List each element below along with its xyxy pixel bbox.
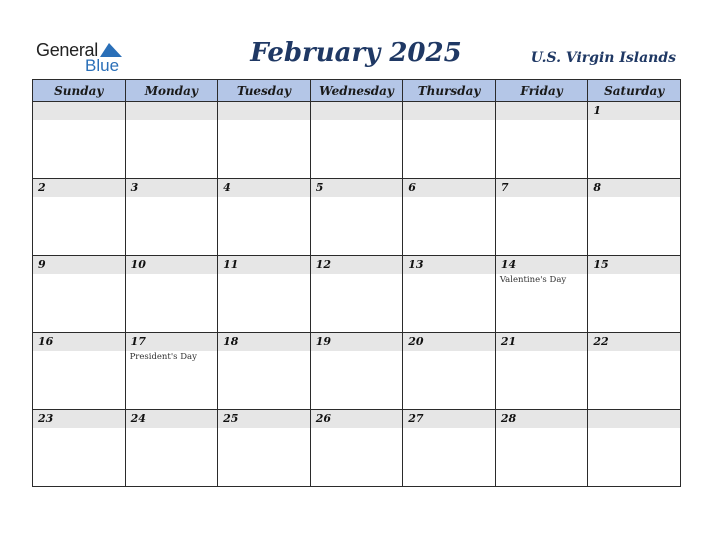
day-number-band <box>496 333 588 351</box>
day-number-band <box>588 179 680 197</box>
day-number-band <box>588 102 680 120</box>
weekday-header: Wednesday <box>310 80 403 102</box>
day-number-band <box>218 256 310 274</box>
day-number: 22 <box>593 335 609 348</box>
day-cell <box>588 102 681 179</box>
day-number-band <box>126 102 218 120</box>
day-number-band <box>311 102 403 120</box>
weekday-header: Monday <box>125 80 218 102</box>
day-number-band <box>126 179 218 197</box>
day-number: 23 <box>38 412 54 425</box>
day-cell <box>588 333 681 410</box>
day-number-band <box>311 410 403 428</box>
day-number: 18 <box>223 335 239 348</box>
day-number: 12 <box>315 258 331 271</box>
day-number-band <box>403 256 495 274</box>
day-number: 19 <box>315 335 331 348</box>
day-cell <box>588 256 681 333</box>
day-number: 21 <box>500 335 517 348</box>
day-number: 5 <box>315 181 324 194</box>
day-cell <box>495 179 588 256</box>
day-number-band <box>311 256 403 274</box>
day-number: 8 <box>593 181 602 194</box>
day-cell <box>33 333 126 410</box>
day-number: 15 <box>593 258 609 271</box>
logo-text-blue: Blue <box>85 56 120 75</box>
day-number: 13 <box>408 258 424 271</box>
day-number: 7 <box>500 181 509 194</box>
day-number: 16 <box>38 335 54 348</box>
calendar-grid <box>32 79 681 487</box>
day-number: 3 <box>130 181 139 194</box>
day-cell <box>403 102 496 179</box>
day-number-band <box>496 102 588 120</box>
day-number-band <box>218 333 310 351</box>
day-number-band <box>33 102 125 120</box>
day-number: 4 <box>223 181 231 194</box>
day-number: 28 <box>500 412 517 425</box>
day-number-band <box>403 410 495 428</box>
day-cell <box>218 333 311 410</box>
day-cell <box>403 333 496 410</box>
day-cell <box>125 102 218 179</box>
day-number-band <box>33 410 125 428</box>
day-cell <box>218 102 311 179</box>
day-number: 9 <box>38 258 46 271</box>
day-cell <box>33 179 126 256</box>
day-number: 24 <box>130 412 146 425</box>
day-cell <box>495 256 588 333</box>
day-number: 6 <box>408 181 416 194</box>
week-row <box>33 256 681 333</box>
day-number-band <box>588 410 680 428</box>
day-number: 25 <box>223 412 239 425</box>
day-cell <box>310 256 403 333</box>
holiday-label: Valentine's Day <box>499 275 567 285</box>
calendar-title: February 2025 <box>250 38 462 68</box>
day-number-band <box>311 333 403 351</box>
day-number: 11 <box>223 258 239 271</box>
day-number-band <box>403 333 495 351</box>
day-cell <box>403 179 496 256</box>
logo-text-general: General <box>36 40 98 60</box>
weekday-header: Sunday <box>33 80 126 102</box>
day-number-band <box>403 179 495 197</box>
weekday-header-row <box>33 80 681 102</box>
day-cell <box>125 333 218 410</box>
week-row <box>33 179 681 256</box>
day-cell <box>125 410 218 487</box>
day-cell <box>33 410 126 487</box>
day-number: 2 <box>38 181 46 194</box>
day-cell <box>310 410 403 487</box>
day-cell <box>218 410 311 487</box>
day-cell <box>495 102 588 179</box>
day-number-band <box>588 256 680 274</box>
day-number-band <box>311 179 403 197</box>
day-number: 27 <box>408 412 424 425</box>
day-cell <box>403 256 496 333</box>
week-row <box>33 102 681 179</box>
day-cell <box>310 179 403 256</box>
day-cell <box>33 102 126 179</box>
day-cell <box>403 410 496 487</box>
day-cell <box>495 333 588 410</box>
day-number-band <box>33 333 125 351</box>
week-row <box>33 410 681 487</box>
weekday-header: Thursday <box>403 80 496 102</box>
day-cell <box>495 410 588 487</box>
day-number-band <box>33 256 125 274</box>
day-number: 14 <box>500 258 517 271</box>
day-cell <box>218 256 311 333</box>
day-number-band <box>126 410 218 428</box>
day-number: 17 <box>130 335 146 348</box>
day-number-band <box>126 256 218 274</box>
weekday-header: Saturday <box>588 80 681 102</box>
day-number: 26 <box>315 412 331 425</box>
day-number: 10 <box>130 258 146 271</box>
day-cell <box>310 102 403 179</box>
weekday-header: Friday <box>495 80 588 102</box>
day-number-band <box>33 179 125 197</box>
weekday-header: Tuesday <box>218 80 311 102</box>
holiday-label: President's Day <box>129 352 197 362</box>
day-number-band <box>588 333 680 351</box>
day-cell <box>33 256 126 333</box>
day-cell <box>125 256 218 333</box>
day-number-band <box>496 256 588 274</box>
day-number-band <box>218 410 310 428</box>
day-number: 20 <box>408 335 424 348</box>
day-number-band <box>403 102 495 120</box>
day-cell <box>218 179 311 256</box>
day-number: 1 <box>593 104 602 117</box>
day-cell <box>125 179 218 256</box>
day-number-band <box>218 102 310 120</box>
day-cell <box>588 410 681 487</box>
day-number-band <box>218 179 310 197</box>
region-name: U.S. Virgin Islands <box>530 50 676 66</box>
day-number-band <box>496 179 588 197</box>
day-number-band <box>496 410 588 428</box>
week-row <box>33 333 681 410</box>
day-cell <box>310 333 403 410</box>
day-number-band <box>126 333 218 351</box>
day-cell <box>588 179 681 256</box>
